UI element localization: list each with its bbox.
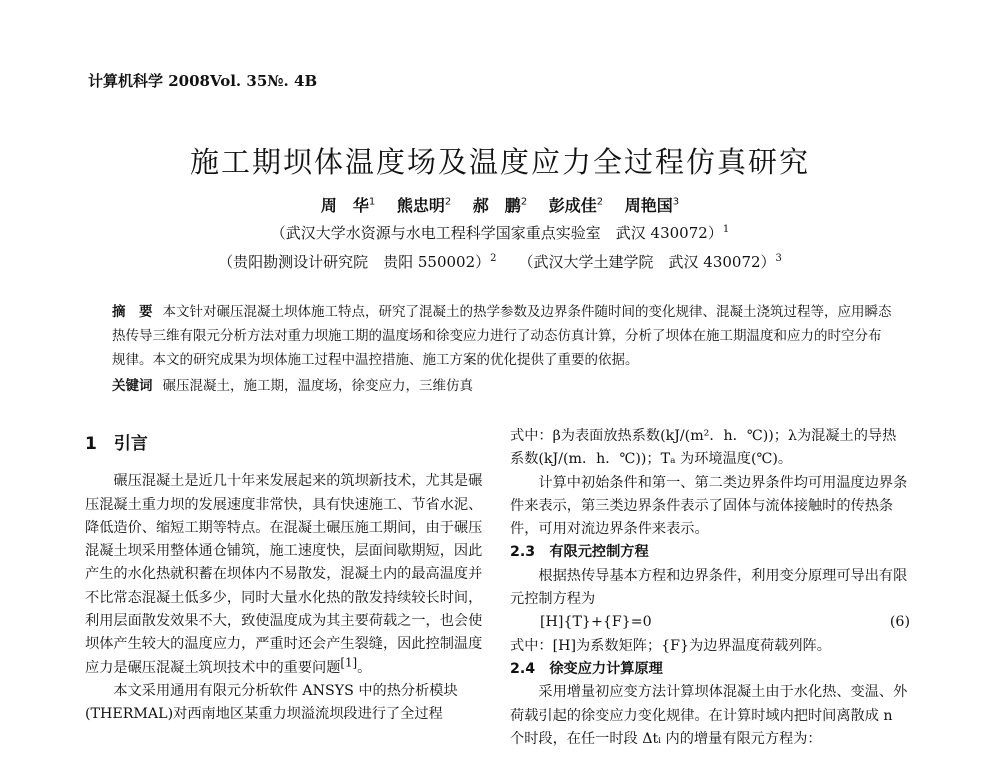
- author-affiliation-mark: 2: [596, 196, 604, 208]
- author-list: [0, 193, 1000, 216]
- author: [625, 196, 679, 215]
- keywords: [112, 374, 892, 394]
- author-affiliation-mark: 2: [444, 196, 452, 208]
- affiliation-mark: 1: [722, 224, 730, 235]
- paragraph: 本文采用通用有限元分析软件 ANSYS 中的热分析模块(THERMAL)对西南地区某重力坝溢流坝段进行了全过程: [85, 682, 458, 723]
- paragraph-end: 。: [357, 659, 372, 676]
- abstract-label: 摘 要: [112, 304, 153, 320]
- keywords-label: 关键词: [112, 378, 153, 394]
- author-name: 熊忠明: [396, 196, 445, 215]
- citation: [1]: [340, 654, 358, 669]
- affiliation-mark: 2: [490, 253, 497, 264]
- author-name: 周艳国: [624, 196, 673, 215]
- equation: [510, 611, 910, 634]
- subsection-heading: 2.4 徐变应力计算原理: [510, 660, 663, 677]
- abstract: [112, 300, 892, 372]
- paragraph: 计算中初始条件和第一、第二类边界条件均可用温度边界条件来表示，第三类边界条件表示了固体与流体接触时的传热条件，可用对流边界条件来表示。: [510, 474, 908, 538]
- equation-number: (6): [889, 614, 910, 631]
- affiliation-text: （武汉大学土建学院 武汉 430072）: [518, 253, 776, 271]
- affiliation-line-1: [0, 222, 1000, 243]
- paragraph: 根据热传导基本方程和边界条件，利用变分原理可导出有限元控制方程为: [510, 567, 908, 608]
- affiliation-text: （武汉大学水资源与水电工程科学国家重点实验室 武汉 430072）: [270, 224, 723, 242]
- author-name: 周 华: [320, 196, 369, 215]
- author: [321, 196, 375, 215]
- author: [397, 196, 451, 215]
- affiliation-mark: 3: [775, 253, 782, 264]
- paragraph-text: 碾压混凝土是近几十年来发展起来的筑坝新技术，尤其是碾压混凝土重力坝的发展速度非常快，具有快速施工、节省水泥、降低造价、缩短工期等特点。在混凝土碾压施工期间，由于碾压混凝土坝采用整体通仓铺筑，施工速度快，层面间歇期短，因此产生的水化热就积蓄在坝体内不易散发，混凝土内的最高温度并不比常态混凝土低多少，同时大量水化热的散发持续较长时间，利用层面散发效果不大，致使温度成为其主要荷载之一，也会使坝体产生较大的温度应力，严重时还会产生裂缝，因此控制温度应力是碾压混凝土筑坝技术中的重要问题: [85, 473, 483, 676]
- author-affiliation-mark: 1: [368, 196, 376, 208]
- abstract-text: 本文针对碾压混凝土坝体施工特点，研究了混凝土的热学参数及边界条件随时间的变化规律、混凝土浇筑过程等，应用瞬态热传导三维有限元分析方法对重力坝施工期的温度场和徐变应力进行了动态仿真计算，分析了坝体在施工期温度和应力的时空分布规律。本文的研究成果为坝体施工过程中温控措施、施工方案的优化提供了重要的依据。: [112, 304, 892, 368]
- equation-body: [H]{T}+{F}=0: [540, 614, 652, 631]
- author-affiliation-mark: 3: [672, 196, 680, 208]
- paragraph: 式中：[H]为系数矩阵；{F}为边界温度荷载列阵。: [510, 637, 831, 654]
- section-heading: 1 引言: [85, 434, 148, 454]
- paragraph: [85, 470, 485, 680]
- affiliation-line-2: [0, 251, 1000, 272]
- author-name: 郝 鹏: [472, 196, 521, 215]
- author-name: 彭成佳: [548, 196, 597, 215]
- subsection-heading: 2.3 有限元控制方程: [510, 544, 649, 561]
- paper-title: 施工期坝体温度场及温度应力全过程仿真研究: [189, 145, 810, 179]
- left-column: [85, 425, 485, 727]
- author-affiliation-mark: 2: [520, 196, 528, 208]
- right-column: [510, 425, 910, 751]
- author: [549, 196, 603, 215]
- paragraph: 式中：β为表面放热系数(kJ/(m²．h．℃))；λ为混凝土的导热系数(kJ/(m．h．℃))；Tₐ 为环境温度(℃)。: [510, 428, 897, 468]
- affiliation-text: （贵阳勘测设计研究院 贵阳 550002）: [218, 253, 491, 271]
- paragraph: 采用增量初应变方法计算坝体混凝土由于水化热、变温、外荷载引起的徐变应力变化规律。在计算时域内把时间离散成 n 个时段，在任一时段 Δtᵢ 内的增量有限元方程为：: [510, 684, 908, 747]
- journal-header: 计算机科学 2008Vol. 35№. 4B: [88, 72, 318, 90]
- keywords-text: 碾压混凝土，施工期，温度场，徐变应力，三维仿真: [162, 378, 473, 394]
- author: [473, 196, 527, 215]
